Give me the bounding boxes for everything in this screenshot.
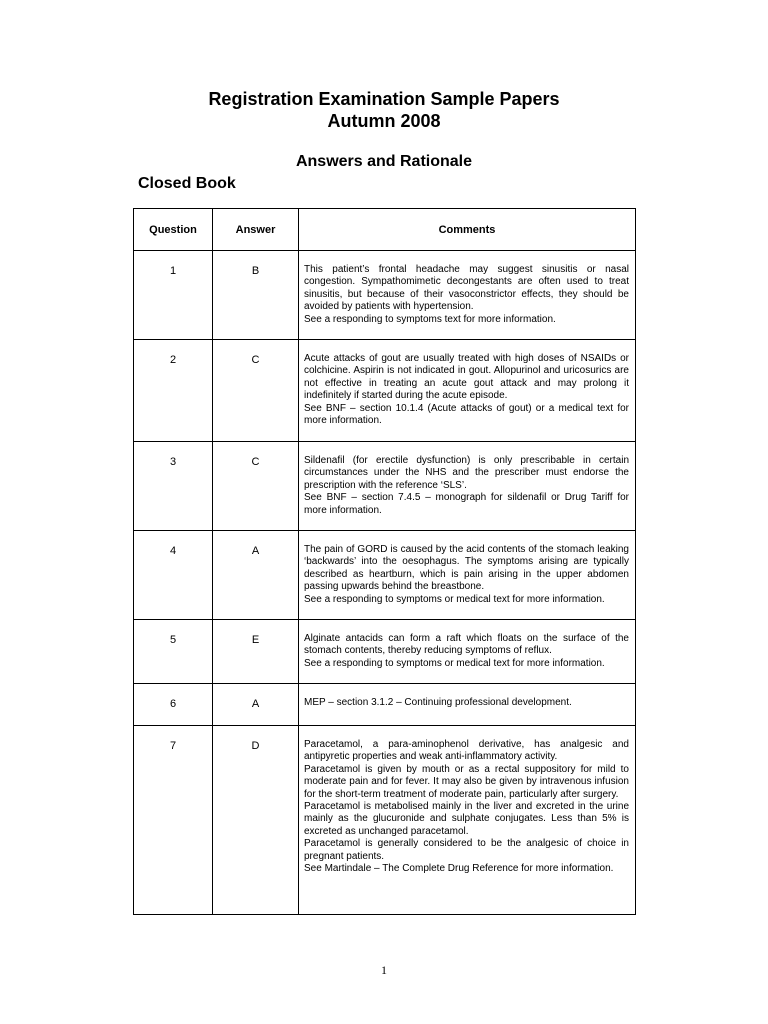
- comment-cell: [299, 726, 636, 915]
- comment-paragraph: Paracetamol is given by mouth or as a rectal suppository for mild to moderate pain and for fever. It may also be given by intravenous infusion for the short-term treatment of moderate pain, particularly after surgery.: [304, 763, 629, 800]
- comment-cell: [299, 340, 636, 442]
- comment-paragraph: Paracetamol, a para-aminophenol derivative, has analgesic and antipyretic properties and weak anti-inflammatory activity.: [304, 739, 629, 763]
- comment-paragraph: See BNF – section 10.1.4 (Acute attacks of gout) or a medical text for more information.: [304, 402, 629, 427]
- comment-paragraph: See a responding to symptoms or medical text for more information.: [304, 593, 605, 605]
- comment-paragraph: MEP – section 3.1.2 – Continuing professional development.: [304, 697, 572, 708]
- answer-column-header: Answer: [213, 209, 299, 251]
- answer-letter: D: [213, 726, 299, 915]
- question-number: 4: [134, 531, 213, 620]
- question-column-header: Question: [134, 209, 213, 251]
- answers-table: [133, 208, 636, 915]
- table-header-row: [134, 209, 636, 251]
- question-number: 2: [134, 340, 213, 442]
- answer-letter: C: [213, 442, 299, 531]
- table-row: [134, 442, 636, 531]
- comment-paragraph: Paracetamol is generally considered to be the analgesic of choice in pregnant patients.: [304, 838, 629, 862]
- question-number: 7: [134, 726, 213, 915]
- question-number: 6: [134, 684, 213, 726]
- comments-column-header: Comments: [299, 209, 636, 251]
- table-row: [134, 251, 636, 340]
- comment-paragraph: See a responding to symptoms text for more information.: [304, 313, 556, 325]
- answer-letter: A: [213, 684, 299, 726]
- comment-paragraph: Paracetamol is metabolised mainly in the liver and excreted in the urine mainly as the glucuronide and sulphate conjugates. Less than 5% is excreted as unchanged paracetamol.: [304, 801, 629, 837]
- comment-paragraph: This patient’s frontal headache may suggest sinusitis or nasal congestion. Sympathomimetic decongestants are often used to treat sinusitis, but because of their vasoconstrictor effects, they should be avoided by patients with hypertension.: [304, 264, 629, 313]
- document-title-line-2: Autumn 2008: [327, 111, 441, 131]
- comment-paragraph: The pain of GORD is caused by the acid contents of the stomach leaking ‘backwards’ into the oesophagus. The symptoms arising are typically described as heartburn, which is pain arising in the upper abdomen passing upwards behind the breastbone.: [304, 544, 629, 593]
- comment-cell: [299, 620, 636, 684]
- table-row: [134, 726, 636, 915]
- comment-paragraph: See a responding to symptoms or medical text for more information.: [304, 657, 605, 669]
- answer-letter: B: [213, 251, 299, 340]
- answer-letter: C: [213, 340, 299, 442]
- comment-cell: [299, 684, 636, 726]
- table-row: [134, 340, 636, 442]
- comment-cell: [299, 531, 636, 620]
- comment-paragraph: Acute attacks of gout are usually treated with high doses of NSAIDs or colchicine. Aspirin is not indicated in gout. Allopurinol and uricosurics are not effective in treating an acute gout attack and may prolong it indefinitely if started during the acute episode.: [304, 353, 629, 402]
- page-number: 1: [381, 963, 387, 977]
- table-row: [134, 684, 636, 726]
- answer-letter: A: [213, 531, 299, 620]
- comment-paragraph: See BNF – section 7.4.5 – monograph for sildenafil or Drug Tariff for more information.: [304, 492, 629, 516]
- comment-cell: [299, 251, 636, 340]
- table-row: [134, 620, 636, 684]
- table-row: [134, 531, 636, 620]
- comment-cell: [299, 442, 636, 531]
- question-number: 3: [134, 442, 213, 531]
- comment-paragraph: Sildenafil (for erectile dysfunction) is only prescribable in certain circumstances under the NHS and the prescriber must endorse the prescription with the reference ‘SLS’.: [304, 455, 629, 491]
- comment-paragraph: See Martindale – The Complete Drug Reference for more information.: [304, 863, 614, 875]
- comment-paragraph: Alginate antacids can form a raft which floats on the surface of the stomach contents, thereby reducing symptoms of reflux.: [304, 633, 629, 657]
- question-number: 5: [134, 620, 213, 684]
- question-number: 1: [134, 251, 213, 340]
- section-heading: Closed Book: [138, 175, 236, 192]
- document-subtitle: Answers and Rationale: [295, 153, 473, 170]
- answer-letter: E: [213, 620, 299, 684]
- document-title-line-1: Registration Examination Sample Papers: [208, 89, 560, 109]
